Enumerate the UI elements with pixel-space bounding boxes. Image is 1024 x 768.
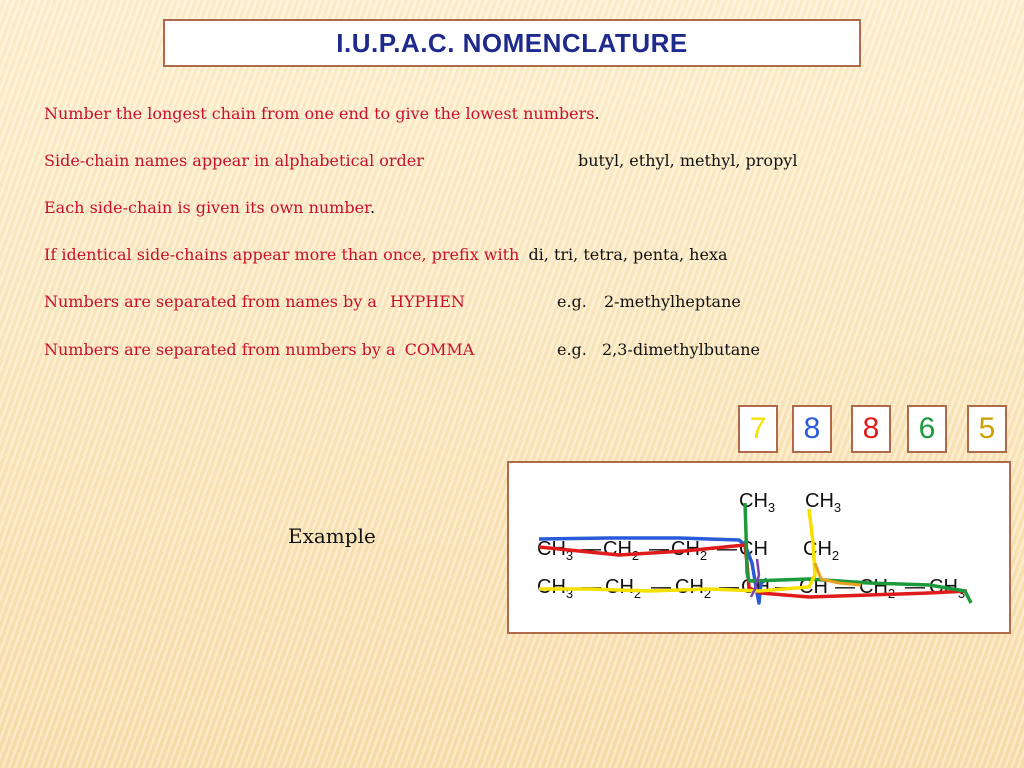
mol-r3-dash2: — — [651, 576, 671, 598]
rule-6-example: 2,3-dimethylbutane — [601, 340, 761, 359]
mol-r3-ch3-a: $CH_3$ — [537, 576, 574, 601]
mol-r2-ch: CH — [739, 538, 768, 560]
molecule-box — [507, 461, 1011, 634]
rule-4-text: If identical side-chains appear more than once, prefix with — [44, 245, 520, 264]
rule-6 — [44, 340, 474, 359]
example-label: Example — [288, 524, 376, 548]
mol-r3-ch2-b: $CH_2$ — [675, 576, 712, 601]
rule-6-text: Numbers are separated from numbers by a — [44, 340, 396, 359]
rule-6-eg-label: e.g. — [557, 340, 587, 359]
rule-1-text: Number the longest chain from one end to give the lowest numbers — [44, 104, 595, 123]
mol-r2-dash3: — — [717, 538, 737, 560]
rule-3-text: Each side-chain is given its own number — [44, 198, 370, 217]
mol-r1-ch3-a: $CH_3$ — [739, 490, 776, 515]
mol-r2-ch2-a: $CH_2$ — [603, 538, 640, 563]
chain-count-box — [738, 405, 778, 453]
rule-3 — [44, 198, 375, 217]
rule-4-example: di, tri, tetra, penta, hexa — [528, 245, 728, 264]
rule-5-example: 2-methylheptane — [603, 292, 741, 311]
mol-r2-dash1: — — [581, 538, 601, 560]
mol-r1-ch3-b: $CH_3$ — [805, 490, 842, 515]
mol-r3-ch-b: CH — [799, 576, 828, 598]
mol-r3-dash4: — — [775, 576, 795, 598]
chain-count-value: 7 — [749, 412, 767, 445]
rule-5-keyword: HYPHEN — [390, 292, 465, 311]
chain-count-box — [907, 405, 947, 453]
rule-6-keyword: COMMA — [404, 340, 475, 359]
title-box — [163, 19, 861, 67]
page-title: I.U.P.A.C. NOMENCLATURE — [336, 27, 688, 58]
rule-6-eg — [557, 340, 760, 359]
mol-r3-dash3: — — [719, 576, 739, 598]
molecule-diagram — [509, 463, 1013, 636]
rule-5-eg — [557, 292, 741, 311]
rule-2 — [44, 151, 424, 170]
rule-4 — [44, 245, 728, 264]
mol-r2-dash2: — — [649, 538, 669, 560]
rule-1 — [44, 104, 600, 123]
rule-1-tail: . — [594, 104, 600, 123]
rule-3-tail: . — [369, 198, 376, 217]
rule-5 — [44, 292, 465, 311]
chain-count-box — [851, 405, 891, 453]
rule-5-text: Numbers are separated from names by a — [44, 292, 377, 311]
chain-count-box — [792, 405, 832, 453]
rule-2-text: Side-chain names appear in alphabetical order — [44, 151, 424, 170]
chain-count-value: 5 — [978, 412, 996, 445]
chain-count-box — [967, 405, 1007, 453]
rule-2-example: butyl, ethyl, methyl, propyl — [578, 151, 798, 170]
rule-5-eg-label: e.g. — [557, 292, 587, 311]
chain-count-value: 6 — [918, 412, 936, 445]
mol-r2-ch2-b: $CH_2$ — [671, 538, 708, 563]
chain-count-value: 8 — [803, 412, 821, 445]
mol-r3-ch2-c: $CH_2$ — [859, 576, 896, 601]
mol-r3-dash5: — — [835, 576, 855, 598]
mol-r3-ch-a: CH — [741, 576, 770, 598]
mol-r2-ch3: $CH_3$ — [537, 538, 574, 563]
mol-r3-ch2-a: $CH_2$ — [605, 576, 642, 601]
mol-r2-ch2-c: $CH_2$ — [803, 538, 840, 563]
mol-r3-ch3-b: $CH_3$ — [929, 576, 966, 601]
chain-count-value: 8 — [862, 412, 880, 445]
mol-r3-dash1: — — [581, 576, 601, 598]
mol-r3-dash6: — — [905, 576, 925, 598]
